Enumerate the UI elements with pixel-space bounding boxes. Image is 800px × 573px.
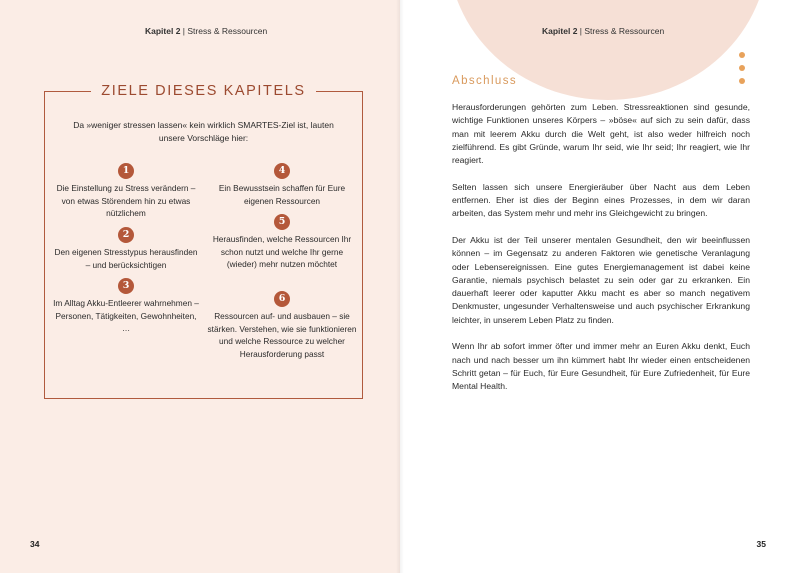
body-text bbox=[452, 101, 750, 407]
section-heading: Abschluss bbox=[452, 75, 518, 87]
paragraph: Selten lassen sich unsere Energieräuber über Nacht aus dem Leben entfernen. Eher ist dies der Beginn eines Prozesses, in dem wir daran arbeiten, das System mehr und mehr ins Gleichgewicht zu bringen. bbox=[452, 181, 750, 219]
running-head-separator: | bbox=[180, 26, 188, 36]
running-head-right bbox=[542, 26, 664, 36]
goal-text: Herausfinden, welche Ressourcen Ihr schon nutzt und welche Ihr gerne (wieder) mehr nutzen möchtet bbox=[212, 234, 352, 270]
goals-title: ZIELE DIESES KAPITELS bbox=[91, 83, 315, 99]
goal-text: Ressourcen auf- und ausbauen – sie stärken. Verstehen, wie sie funktionieren und welche Ressource zu welcher Herausforderung passt bbox=[207, 311, 357, 359]
dots-ornament-icon bbox=[739, 52, 747, 91]
chapter-goals-box bbox=[44, 83, 363, 399]
paragraph: Wenn Ihr ab sofort immer öfter und immer mehr an Euren Akku denkt, Euch nach und nach besser um ihn kümmert habt Ihr wieder einen entscheidenen Schritt getan – für Euch, für Eure Gesundheit, für Eure Zufriedenheit, für Eure Mental Health. bbox=[452, 341, 750, 392]
number-badge-icon: 3 bbox=[118, 278, 134, 294]
paragraph: Der Akku ist der Teil unserer mentalen Gesundheit, den wir beeinflussen können – im Gegensatz zu anderen Faktoren wie genetische Veranlagung oder Lebensereignissen. Eine gutes Energiemanagement ist dabei keine Garantie, niemals psychisch belastet zu sein oder gar zu erkranken. Ein dauerhaft leerer oder kaputter Akku macht es aber so manch negativem Denkmuster, ungesunder Verhaltensweise und auch psychischer Erkrankung leichter, in unserem Leben Platz zu finden. bbox=[452, 234, 750, 325]
number-badge-icon: 5 bbox=[274, 214, 290, 230]
number-badge-icon: 1 bbox=[118, 163, 134, 179]
chapter-title: Stress & Ressourcen bbox=[187, 26, 268, 36]
goal-item bbox=[207, 163, 357, 207]
running-head-left bbox=[145, 26, 267, 36]
goal-text: Ein Bewusstsein schaffen für Eure eigenen Ressourcen bbox=[218, 183, 346, 206]
chapter-label: Kapitel 2 bbox=[542, 26, 578, 36]
number-badge-icon: 6 bbox=[274, 291, 290, 307]
page-number-left: 34 bbox=[30, 539, 40, 549]
goal-item bbox=[53, 227, 199, 271]
chapter-title: Stress & Ressourcen bbox=[584, 26, 665, 36]
page-number-right: 35 bbox=[756, 539, 766, 549]
running-head-separator: | bbox=[577, 26, 585, 36]
right-page bbox=[400, 0, 800, 573]
paragraph: Herausforderungen gehörten zum Leben. Stressreaktionen sind gesunde, wichtige Funktionen unseres Körpers – »böse« auf sich zu sein dafür, dass man mit leerem Akku durch die Welt geht, ist also weder hilfreich noch zielführend. Es gibt Gründe, warum Ihr seid, wie Ihr seid; Ihr reagiert, wie Ihr reagiert. bbox=[452, 102, 750, 166]
book-gutter bbox=[396, 0, 404, 573]
number-badge-icon: 4 bbox=[274, 163, 290, 179]
goal-item bbox=[53, 278, 199, 335]
goal-item bbox=[207, 214, 357, 271]
goal-text: Den eigenen Stresstypus herausfinden – und berücksichtigen bbox=[54, 247, 198, 270]
goal-item bbox=[53, 163, 199, 220]
number-badge-icon: 2 bbox=[118, 227, 134, 243]
goals-intro: Da »weniger stressen lassen« kein wirklich SMARTES-Ziel ist, lauten unsere Vorschläge hier: bbox=[73, 120, 334, 143]
goal-text: Die Einstellung zu Stress verändern – von etwas Störendem hin zu etwas nützlichem bbox=[56, 183, 196, 219]
goal-text: Im Alltag Akku-Entleerer wahrnehmen – Personen, Tätigkeiten, Gewohnheiten, … bbox=[53, 298, 199, 334]
chapter-label: Kapitel 2 bbox=[145, 26, 181, 36]
goal-item bbox=[207, 291, 357, 360]
